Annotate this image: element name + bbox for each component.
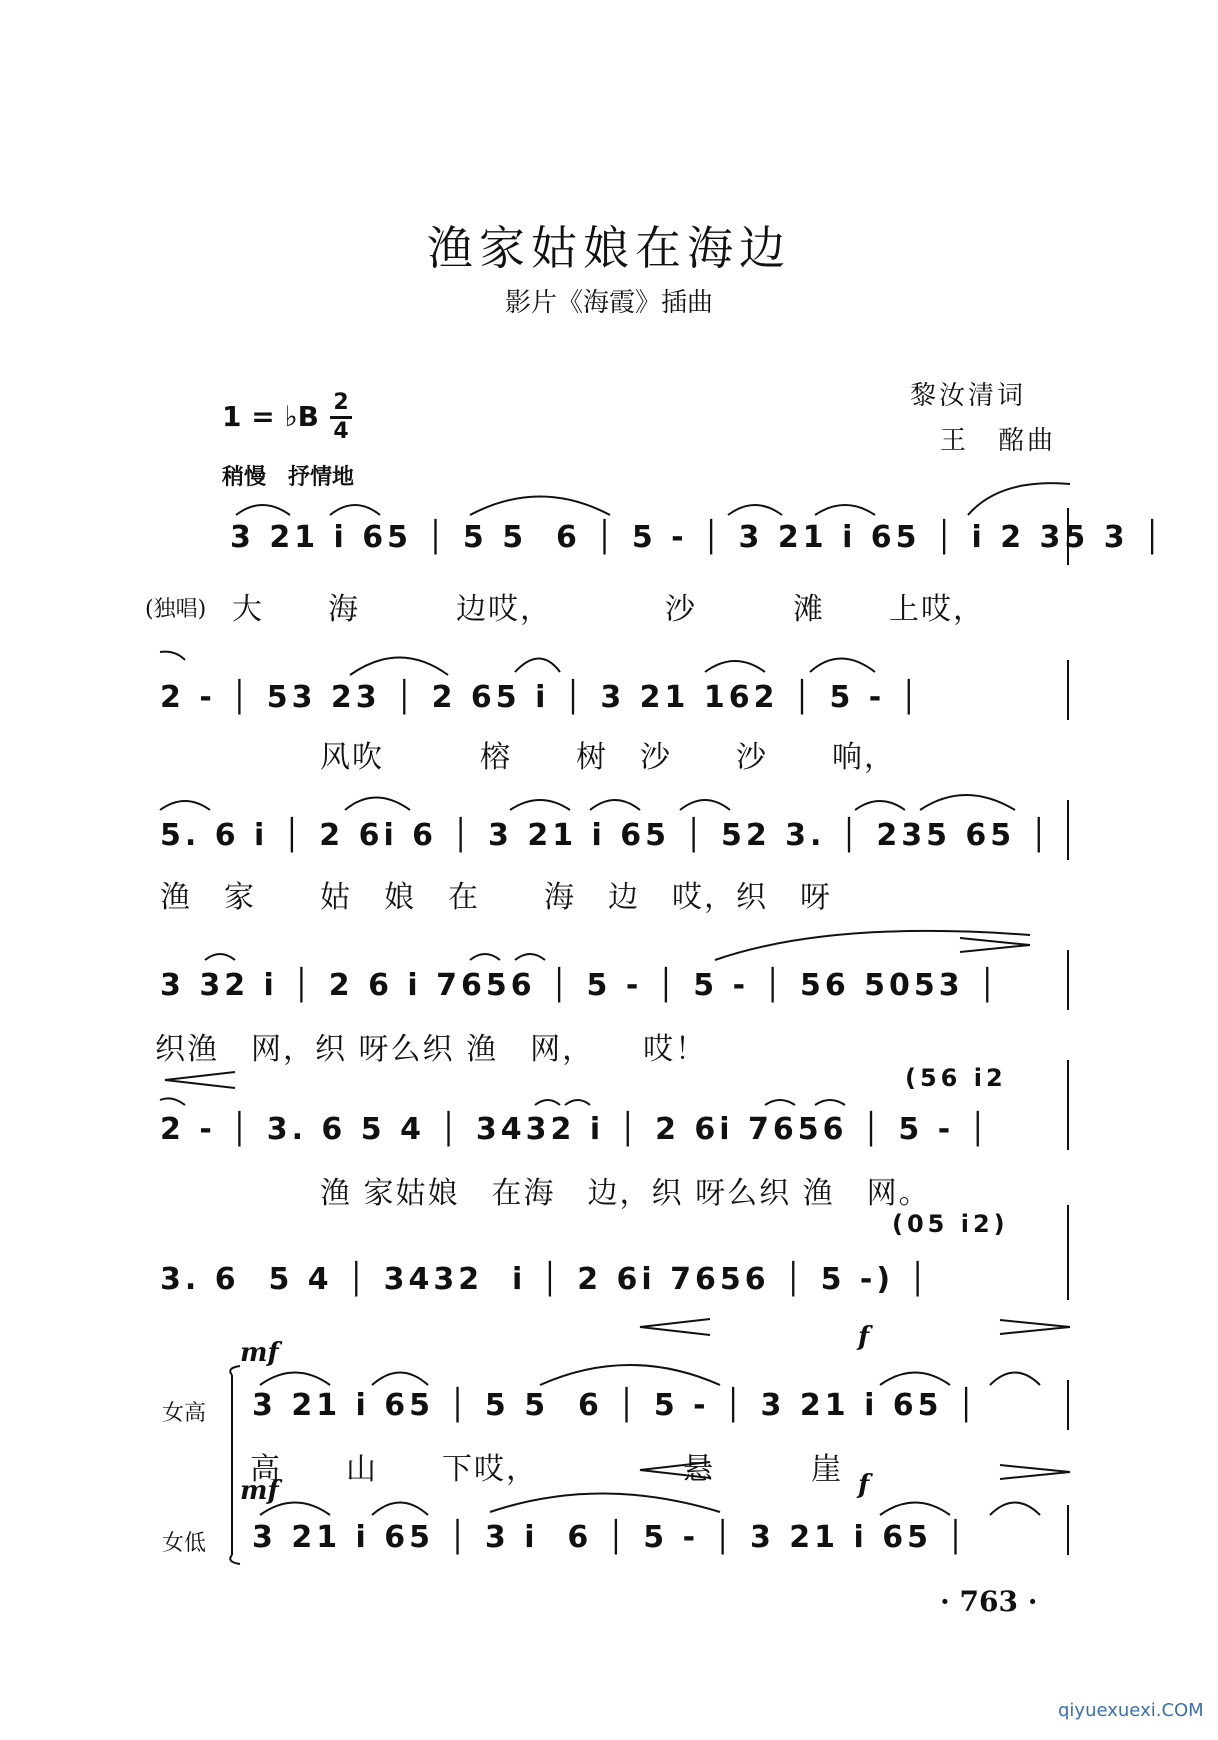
bracket-notes-row-6: (05 i2) [892,1210,1009,1238]
lyricist-credit: 黎汝清词 [910,381,1027,411]
lyrics-row-2: 风吹 榕 树 沙 沙 响， [320,740,896,775]
notation-alto: 3 21 i 65 │ 3 i 6 │ 5 - │ 3 21 i 65 │ [252,1520,969,1555]
notation-row-5: 2 - │ 3. 6 5 4 │ 3432 i │ 2 6i 7656 │ 5 - │ [160,1112,991,1147]
notation-row-6: 3. 6 5 4 │ 3432 i │ 2 6i 7656 │ 5 -) │ [160,1262,931,1297]
notation-soprano: 3 21 i 65 │ 5 5 6 │ 5 - │ 3 21 i 65 │ [252,1388,980,1423]
notation-row-4: 3 32 i │ 2 6 i 7656 │ 5 - │ 5 - │ 56 5053 │ [160,968,1001,1003]
lyrics-row-4: 织渔 网，织 呀么织 渔 网， 哎！ [155,1032,708,1067]
dynamic-mf-lower: mf [240,1476,279,1506]
time-signature-bottom: 4 [333,419,349,444]
dynamic-f-upper: f [858,1322,870,1352]
time-signature-top: 2 [333,390,349,415]
bracket-notes-row-5: (56 i2 [905,1064,1007,1092]
dynamic-f-lower: f [858,1470,870,1500]
role-label-solo: (独唱) [145,597,207,622]
voice-label-soprano: 女高 [162,1401,207,1426]
page-number: · 763 · [940,1585,1038,1618]
dynamic-mf-upper: mf [240,1338,279,1368]
lyrics-soprano: 高 山 下哎， 悬 崖 [250,1452,843,1487]
lyrics-row-5: 渔 家姑娘 在海 边，织 呀么织 渔 网。 [320,1176,931,1211]
lyrics-row-1: 大 海 边哎， 沙 滩 上哎， [232,592,985,627]
page-subtitle: 影片《海霞》插曲 [504,288,713,318]
key-signature: 1 = ♭B [222,400,319,433]
notation-row-3: 5. 6 i │ 2 6i 6 │ 3 21 i 65 │ 52 3. │ 235 65 │ [160,818,1052,853]
composer-credit: 王 酩曲 [940,426,1057,456]
notation-row-1: 3 21 i 65 │ 5 5 6 │ 5 - │ 3 21 i 65 │ i 2 35 3 │ [230,520,1166,555]
voice-label-alto: 女低 [162,1531,207,1556]
lyrics-row-3: 渔 家 姑 娘 在 海 边 哎，织 呀 [160,880,832,915]
notation-row-2: 2 - │ 53 23 │ 2 65 i │ 3 21 162 │ 5 - │ [160,680,922,715]
page-title: 渔家姑娘在海边 [427,221,791,275]
watermark: qiyuexuexi.COM [1058,1700,1204,1721]
tempo-marking: 稍慢 抒情地 [222,465,355,490]
